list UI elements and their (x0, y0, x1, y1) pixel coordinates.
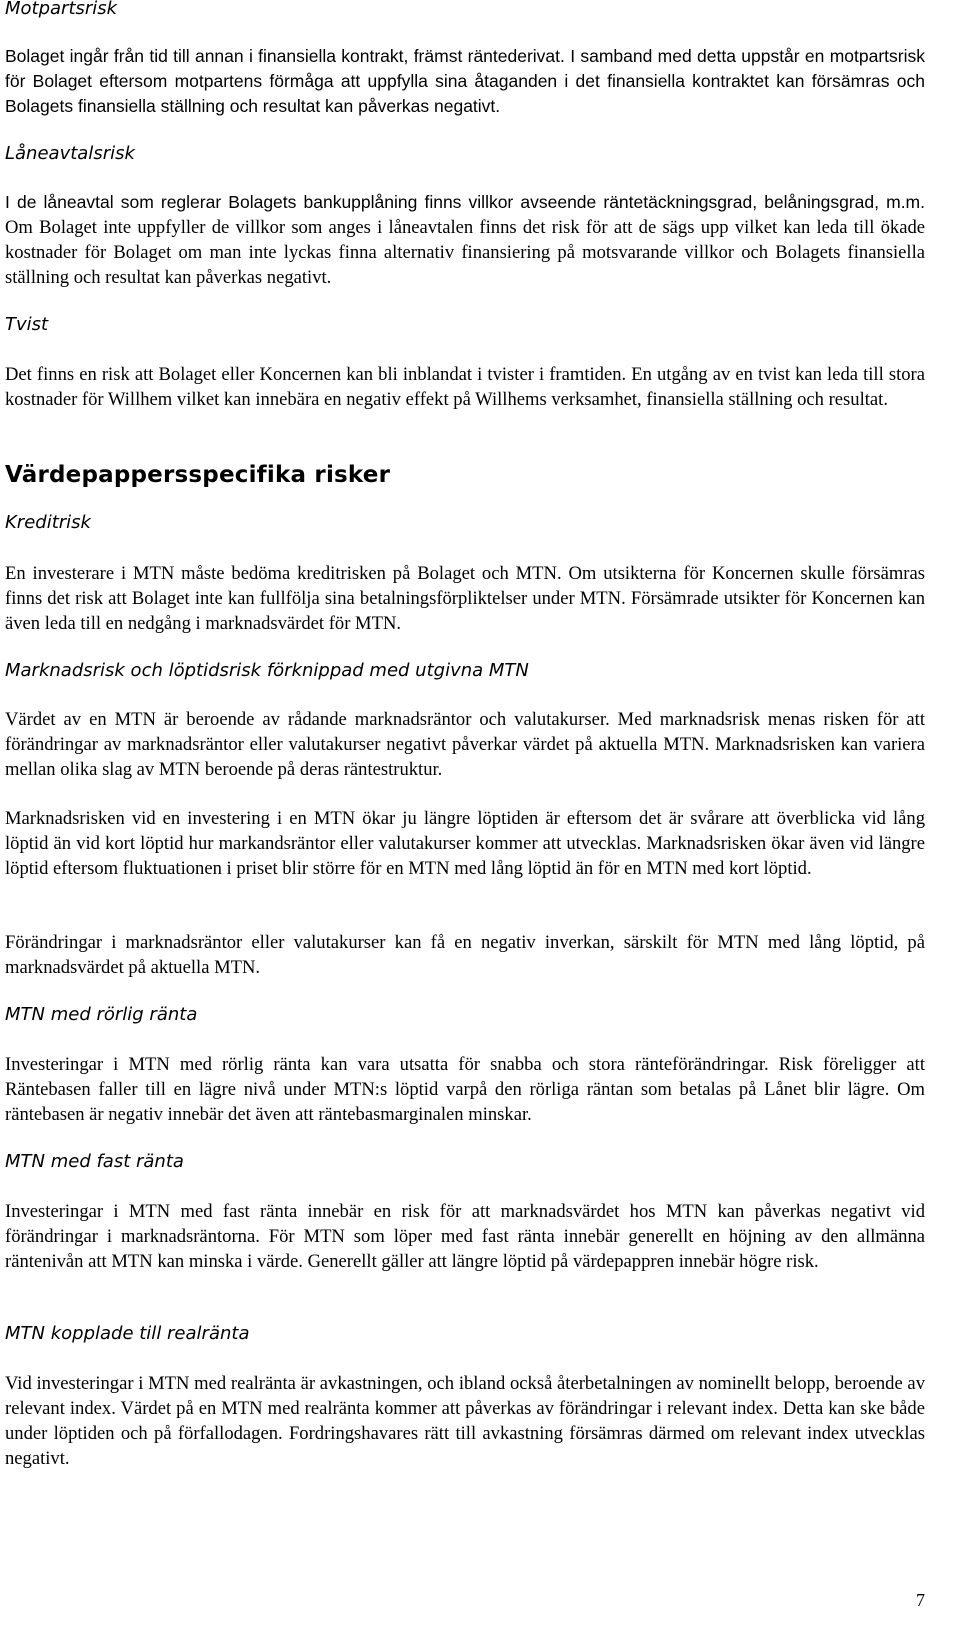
rorlig-heading: MTN med rörlig ränta (5, 1004, 198, 1025)
tvist-body (5, 362, 925, 412)
rorlig-section (5, 1004, 925, 1026)
motpartsrisk-section (5, 0, 925, 20)
fast-body (5, 1199, 925, 1274)
laneavtalsrisk-section (5, 143, 925, 165)
rorlig-paragraph: Investeringar i MTN med rörlig ränta kan vara utsatta för snabba och stora ränteförändringar. Risk föreligger att Räntebasen faller till en lägre nivå under MTN:s löptid varpå den rörliga räntan som betalas på Lånet blir lägre. Om räntebasen är negativ innebär det även att räntebasmarginalen minskar. (5, 1054, 925, 1125)
marknadsrisk-heading: Marknadsrisk och löptidsrisk förknippad med utgivna MTN (5, 660, 529, 681)
realranta-paragraph: Vid investeringar i MTN med realränta är avkastningen, och ibland också återbetalningen av nominellt belopp, beroende av relevant index. Värdet på en MTN med realränta kommer att påverkas av förändringar i relevant index. Detta kan ske både under löptiden och på förfallodagen. Fordringshavares rätt till avkastning försämras därmed om relevant index utvecklas negativt. (5, 1373, 925, 1469)
laneavtalsrisk-body (5, 190, 925, 290)
tvist-paragraph: Det finns en risk att Bolaget eller Koncernen kan bli inblandat i tvister i framtiden. En utgång av en tvist kan leda till stora kostnader för Willhem vilket kan innebära en negativ effekt på Willhems verksamhet, finansiella ställning och resultat. (5, 364, 925, 410)
fast-section (5, 1151, 925, 1173)
laneavtalsrisk-paragraph-part1: I de låneavtal som reglerar Bolagets bankupplåning finns villkor avseende räntetäckningsgrad, belåningsgrad, m.m. (5, 192, 925, 212)
realranta-body (5, 1371, 925, 1471)
motpartsrisk-body (5, 44, 925, 119)
laneavtalsrisk-paragraph (5, 190, 925, 290)
marknadsrisk-paragraph-1: Värdet av en MTN är beroende av rådande marknadsräntor och valutakurser. Med marknadsrisk menas risken för att förändringar av marknadsräntor eller valutakurser negativt påverkar värdet på aktuella MTN. Marknadsrisken kan variera mellan olika slag av MTN beroende på deras räntestruktur. (5, 709, 925, 780)
marknadsrisk-paragraph-2: Marknadsrisken vid en investering i en MTN ökar ju längre löptiden är eftersom det är svårare att överblicka vid lång löptid än vid kort löptid hur markandsräntor eller valutakurser kommer att utvecklas. Marknadsrisken ökar även vid längre löptid eftersom fluktuationen i priset blir större för en MTN med lång löptid än för en MTN med kort löptid. (5, 808, 925, 879)
laneavtalsrisk-paragraph-part2: Om Bolaget inte uppfyller de villkor som anges i låneavtalen finns det risk för att de sägs upp vilket kan leda till ökade kostnader för Bolaget om man inte lyckas finna alternativ finansiering på motsvarande villkor och Bolagets finansiella ställning och resultat kan påverkas negativt. (5, 217, 925, 288)
vardepapper-heading: Värdepappersspecifika risker (5, 462, 391, 488)
kreditrisk-body (5, 561, 925, 636)
tvist-heading: Tvist (5, 314, 49, 335)
marknadsrisk-paragraph-3: Förändringar i marknadsräntor eller valutakurser kan få en negativ inverkan, särskilt för MTN med lång löptid, på marknadsvärdet på aktuella MTN. (5, 932, 925, 978)
motpartsrisk-paragraph: Bolaget ingår från tid till annan i finansiella kontrakt, främst räntederivat. I samband med detta uppstår en motpartsrisk för Bolaget eftersom motpartens förmåga att uppfylla sina åtaganden i det finansiella kontraktet kan försämras och Bolagets finansiella ställning och resultat kan påverkas negativt. (5, 46, 925, 116)
laneavtalsrisk-heading: Låneavtalsrisk (5, 143, 135, 164)
rorlig-body (5, 1052, 925, 1127)
marknadsrisk-body-1 (5, 707, 925, 782)
kreditrisk-heading: Kreditrisk (5, 512, 91, 533)
tvist-section (5, 314, 925, 336)
marknadsrisk-body-2 (5, 806, 925, 881)
kreditrisk-section (5, 512, 925, 534)
page-number: 7 (916, 1590, 925, 1610)
realranta-section (5, 1323, 925, 1345)
marknadsrisk-body-3 (5, 930, 925, 980)
fast-paragraph: Investeringar i MTN med fast ränta innebär en risk för att marknadsvärdet hos MTN kan påverkas negativt vid förändringar i marknadsräntorna. För MTN som löper med fast ränta innebär generellt en höjning av den allmänna räntenivån att MTN kan minska i värde. Generellt gäller att längre löptid på värdepappren innebär högre risk. (5, 1201, 925, 1272)
kreditrisk-paragraph: En investerare i MTN måste bedöma kreditrisken på Bolaget och MTN. Om utsikterna för Koncernen skulle försämras finns det risk att Bolaget inte kan fullfölja sina betalningsförpliktelser under MTN. Försämrade utsikter för Koncernen kan även leda till en nedgång i marknadsvärdet för MTN. (5, 563, 925, 634)
vardepapper-section (5, 461, 925, 489)
fast-heading: MTN med fast ränta (5, 1151, 184, 1172)
marknadsrisk-section (5, 660, 925, 682)
realranta-heading: MTN kopplade till realränta (5, 1323, 250, 1344)
motpartsrisk-heading: Motpartsrisk (5, 0, 118, 19)
